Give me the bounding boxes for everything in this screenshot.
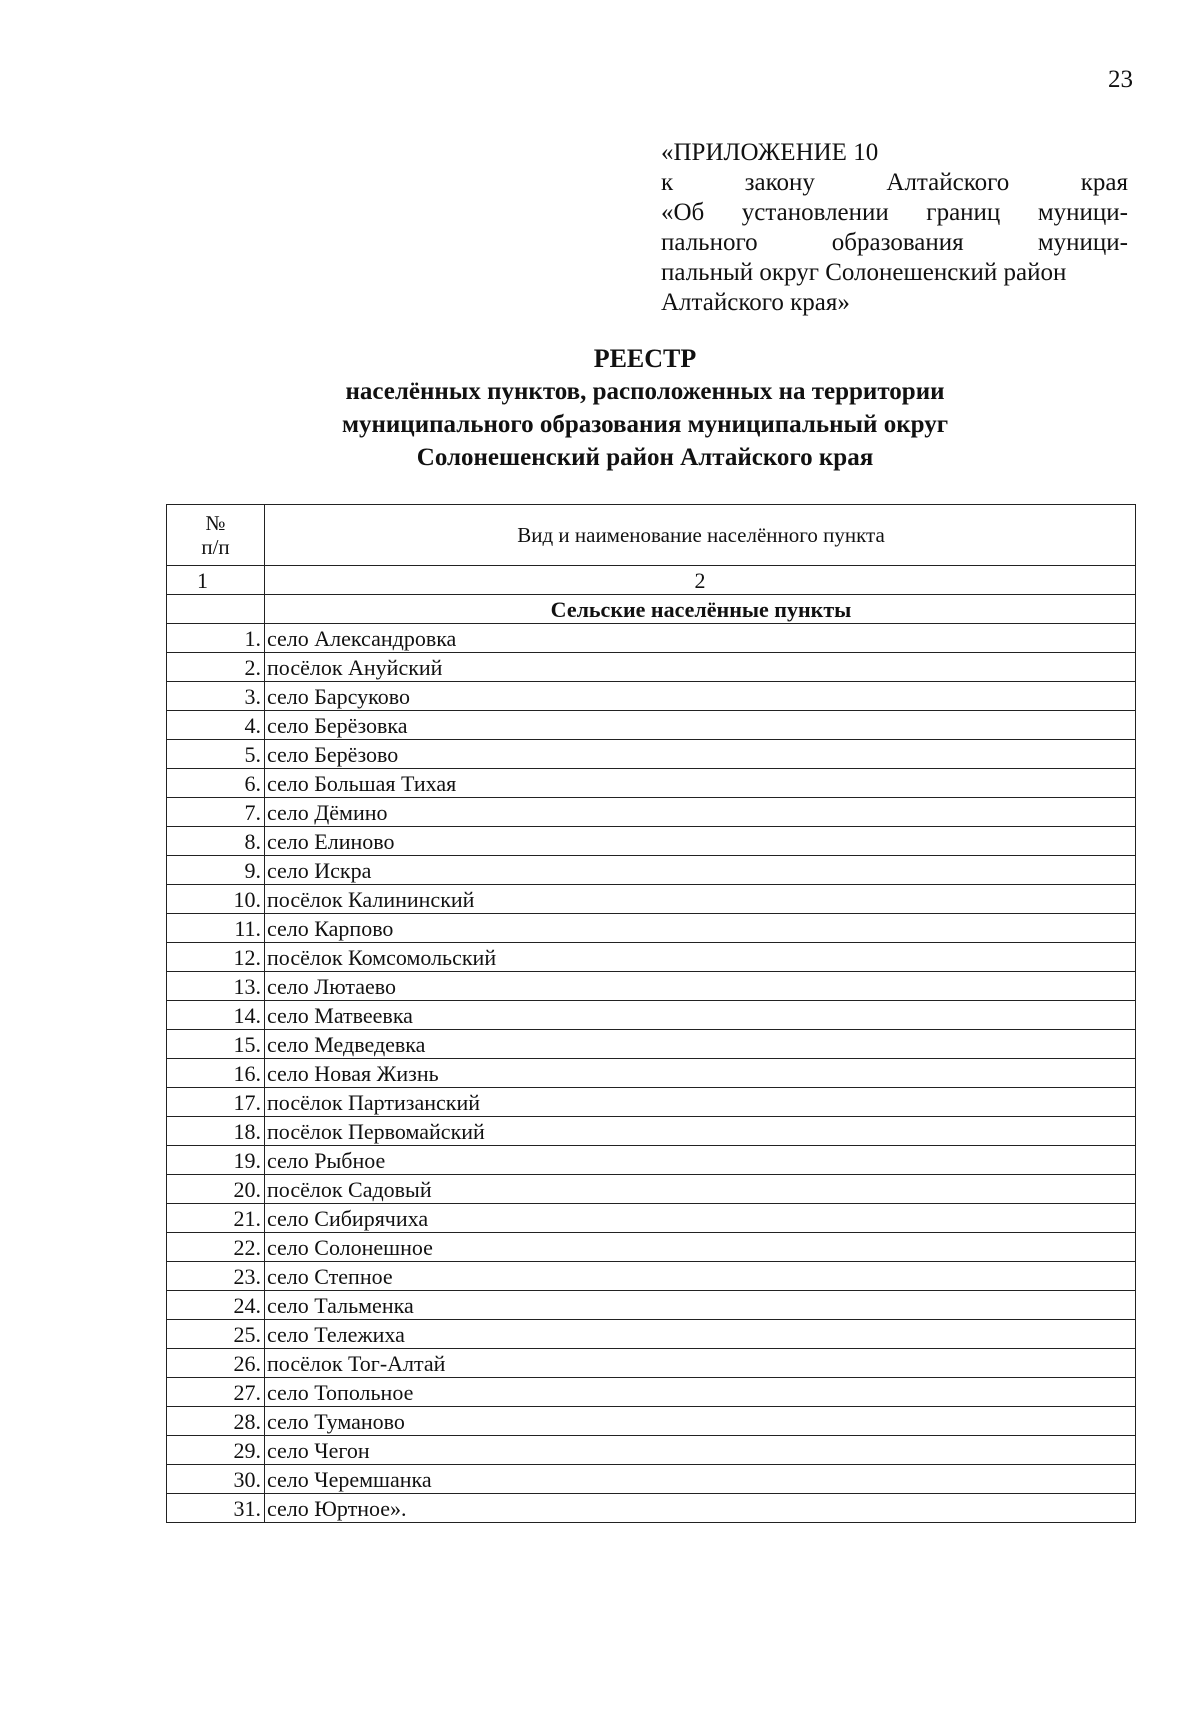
table-row [167, 1262, 1136, 1291]
registry-subtitle-line: Солонешенский район Алтайского края [416, 444, 874, 471]
settlement-name: село Солонешное [265, 1233, 1136, 1262]
table-row [167, 1088, 1136, 1117]
page-number: 23 [1108, 66, 1133, 93]
section-title: Сельские населённые пункты [265, 595, 1136, 624]
table-row [167, 798, 1136, 827]
row-number: 23. [167, 1262, 265, 1291]
row-number: 20. [167, 1175, 265, 1204]
row-number: 18. [167, 1117, 265, 1146]
settlement-name: посёлок Партизанский [265, 1088, 1136, 1117]
settlement-name: село Сибирячиха [265, 1204, 1136, 1233]
settlement-name: село Топольное [265, 1378, 1136, 1407]
annex-line: пального образования муници- [661, 229, 1128, 256]
table-header-row [167, 505, 1136, 566]
settlement-name: село Туманово [265, 1407, 1136, 1436]
row-number: 7. [167, 798, 265, 827]
table-row [167, 1233, 1136, 1262]
settlement-name: село Матвеевка [265, 1001, 1136, 1030]
annex-line: Алтайского края» [661, 289, 850, 316]
column-number-2: 2 [265, 566, 1136, 595]
table-row [167, 1175, 1136, 1204]
table-row [167, 740, 1136, 769]
row-number: 14. [167, 1001, 265, 1030]
row-number: 16. [167, 1059, 265, 1088]
column-number-1: 1 [167, 566, 265, 595]
row-number: 12. [167, 943, 265, 972]
settlement-name: село Барсуково [265, 682, 1136, 711]
row-number: 9. [167, 856, 265, 885]
settlement-name: посёлок Первомайский [265, 1117, 1136, 1146]
settlement-name: село Карпово [265, 914, 1136, 943]
section-row [167, 595, 1136, 624]
table-row [167, 1146, 1136, 1175]
row-number: 4. [167, 711, 265, 740]
table-row [167, 856, 1136, 885]
settlement-name: село Новая Жизнь [265, 1059, 1136, 1088]
settlement-name: село Дёмино [265, 798, 1136, 827]
settlement-name: село Берёзовка [265, 711, 1136, 740]
row-number: 2. [167, 653, 265, 682]
annex-title: «ПРИЛОЖЕНИЕ 10 [661, 139, 879, 166]
settlement-name: село Берёзово [265, 740, 1136, 769]
table-row [167, 1117, 1136, 1146]
table-row [167, 1378, 1136, 1407]
row-number: 28. [167, 1407, 265, 1436]
annex-line: пальный округ Солонешенский район [661, 259, 1067, 286]
settlement-name: посёлок Комсомольский [265, 943, 1136, 972]
row-number: 5. [167, 740, 265, 769]
settlement-name: посёлок Садовый [265, 1175, 1136, 1204]
table-row [167, 1001, 1136, 1030]
settlement-name: село Елиново [265, 827, 1136, 856]
row-number: 10. [167, 885, 265, 914]
table-row [167, 624, 1136, 653]
table-row [167, 769, 1136, 798]
row-number: 6. [167, 769, 265, 798]
row-number: 24. [167, 1291, 265, 1320]
header-name-cell: Вид и наименование населённого пункта [265, 505, 1136, 566]
table-row [167, 1407, 1136, 1436]
table-row [167, 1465, 1136, 1494]
header-number-cell: № п/п [167, 505, 265, 566]
settlement-name: село Чегон [265, 1436, 1136, 1465]
table-row [167, 885, 1136, 914]
row-number: 22. [167, 1233, 265, 1262]
annex-line: к закону Алтайского края [661, 169, 1128, 196]
table-row [167, 711, 1136, 740]
settlement-name: посёлок Ануйский [265, 653, 1136, 682]
row-number: 15. [167, 1030, 265, 1059]
row-number: 13. [167, 972, 265, 1001]
table-row [167, 1494, 1136, 1523]
row-number: 25. [167, 1320, 265, 1349]
table-row [167, 914, 1136, 943]
settlement-name: село Степное [265, 1262, 1136, 1291]
row-number: 8. [167, 827, 265, 856]
settlements-table [166, 504, 1136, 1523]
settlement-name: село Тележиха [265, 1320, 1136, 1349]
row-number: 3. [167, 682, 265, 711]
settlement-name: село Черемшанка [265, 1465, 1136, 1494]
column-numbers-row [167, 566, 1136, 595]
row-number: 29. [167, 1436, 265, 1465]
section-empty-cell [167, 595, 265, 624]
table-row [167, 1291, 1136, 1320]
row-number: 30. [167, 1465, 265, 1494]
annex-line: «Об установлении границ муници- [661, 199, 1128, 226]
registry-subtitle-line: муниципального образования муниципальный округ [341, 411, 949, 438]
row-number: 27. [167, 1378, 265, 1407]
settlement-name: село Лютаево [265, 972, 1136, 1001]
table-row [167, 1320, 1136, 1349]
row-number: 17. [167, 1088, 265, 1117]
table-row [167, 972, 1136, 1001]
settlement-name: посёлок Тог-Алтай [265, 1349, 1136, 1378]
settlement-name: село Александровка [265, 624, 1136, 653]
settlement-name: село Рыбное [265, 1146, 1136, 1175]
annex-block [661, 138, 1128, 318]
settlement-name: село Юртное». [265, 1494, 1136, 1523]
table-row [167, 1059, 1136, 1088]
table-row [167, 1204, 1136, 1233]
row-number: 1. [167, 624, 265, 653]
settlement-name: село Искра [265, 856, 1136, 885]
row-number: 26. [167, 1349, 265, 1378]
table-row [167, 1436, 1136, 1465]
row-number: 31. [167, 1494, 265, 1523]
table-row [167, 653, 1136, 682]
table-row [167, 682, 1136, 711]
row-number: 21. [167, 1204, 265, 1233]
table-row [167, 1030, 1136, 1059]
settlement-name: село Большая Тихая [265, 769, 1136, 798]
registry-subtitle-line: населённых пунктов, расположенных на территории [345, 378, 945, 405]
row-number: 19. [167, 1146, 265, 1175]
table-row [167, 827, 1136, 856]
document-title [0, 342, 1200, 474]
table-row [167, 1349, 1136, 1378]
table-row [167, 943, 1136, 972]
settlement-name: посёлок Калининский [265, 885, 1136, 914]
registry-heading: РЕЕСТР [593, 344, 697, 373]
settlement-name: село Тальменка [265, 1291, 1136, 1320]
settlement-name: село Медведевка [265, 1030, 1136, 1059]
row-number: 11. [167, 914, 265, 943]
